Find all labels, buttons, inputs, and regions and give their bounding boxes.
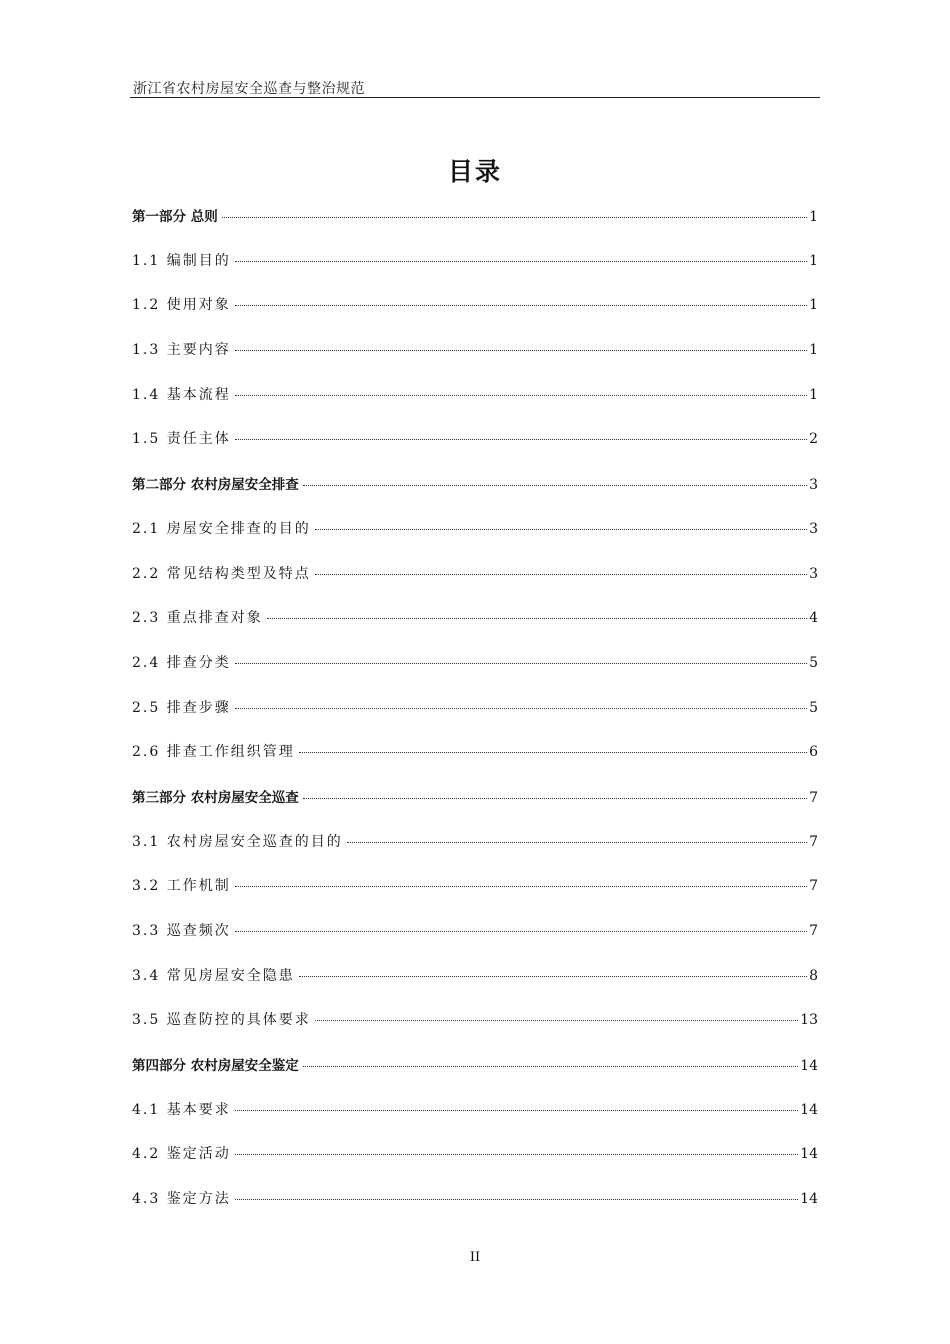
toc-entry-page: 14: [800, 1058, 818, 1075]
toc-entry-label: 3.2 工作机制: [132, 878, 231, 895]
dot-leader: [235, 663, 807, 664]
dot-leader: [303, 1066, 798, 1067]
toc-section-entry[interactable]: [132, 1099, 818, 1144]
toc-entry-label: 第三部分 农村房屋安全巡查: [132, 789, 299, 806]
toc-entry-label: 第四部分 农村房屋安全鉴定: [132, 1058, 299, 1075]
dot-leader: [222, 217, 807, 218]
toc-section-entry[interactable]: [132, 294, 818, 339]
toc-section-entry[interactable]: [132, 1143, 818, 1188]
toc-part-entry[interactable]: [132, 786, 818, 831]
toc-entry-label: 3.3 巡查频次: [132, 923, 231, 939]
dot-leader: [235, 395, 807, 396]
dot-leader: [235, 931, 807, 932]
toc-entry-label: 4.1 基本要求: [132, 1101, 231, 1118]
toc-entry-page: 7: [809, 833, 818, 850]
dot-leader: [299, 752, 807, 753]
toc-section-entry[interactable]: [132, 920, 818, 965]
toc-entry-label: 3.5 巡查防控的具体要求: [132, 1012, 311, 1029]
dot-leader: [235, 350, 807, 351]
toc-entry-label: 3.4 常见房屋安全隐患: [132, 967, 295, 984]
toc-part-entry[interactable]: [132, 473, 818, 518]
toc-section-entry[interactable]: [132, 428, 818, 473]
toc-entry-page: 4: [809, 610, 818, 627]
dot-leader: [299, 976, 807, 977]
toc-section-entry[interactable]: [132, 652, 818, 697]
dot-leader: [235, 708, 807, 709]
dot-leader: [235, 1110, 798, 1111]
toc-entry-label: 4.3 鉴定方法: [132, 1191, 231, 1208]
toc-section-entry[interactable]: [132, 1009, 818, 1054]
toc-entry-label: 第二部分 农村房屋安全排查: [132, 477, 299, 494]
toc-entry-page: 14: [800, 1146, 818, 1163]
toc-entry-page: 1: [809, 342, 818, 359]
toc-entry-page: 5: [809, 699, 818, 716]
toc-entry-page: 6: [809, 744, 818, 761]
dot-leader: [315, 574, 807, 575]
dot-leader: [235, 886, 807, 887]
toc-entry-page: 3: [809, 477, 818, 494]
toc-section-entry[interactable]: [132, 741, 818, 786]
dot-leader: [235, 261, 807, 262]
toc-entry-page: 2: [809, 431, 818, 448]
toc-section-entry[interactable]: [132, 384, 818, 429]
toc-entry-page: 1: [809, 386, 818, 403]
toc-entry-page: 1: [809, 209, 818, 225]
toc-section-entry[interactable]: [132, 697, 818, 742]
toc-entry-label: 2.5 排查步骤: [132, 699, 231, 716]
running-header: 浙江省农村房屋安全巡查与整治规范: [133, 81, 365, 97]
toc-entry-page: 1: [809, 252, 818, 269]
toc-section-entry[interactable]: [132, 1188, 818, 1233]
toc-entry-page: 7: [809, 878, 818, 895]
toc-entry-label: 2.1 房屋安全排查的目的: [132, 520, 311, 537]
dot-leader: [303, 485, 807, 486]
dot-leader: [315, 529, 807, 530]
toc-entry-label: 2.6 排查工作组织管理: [132, 744, 295, 761]
toc-entry-label: 2.3 重点排查对象: [132, 610, 263, 627]
dot-leader: [315, 1020, 798, 1021]
toc-part-entry[interactable]: [132, 1054, 818, 1099]
toc-section-entry[interactable]: [132, 563, 818, 608]
toc-section-entry[interactable]: [132, 965, 818, 1010]
toc-entry-label: 2.4 排查分类: [132, 654, 231, 671]
toc-entry-label: 2.2 常见结构类型及特点: [132, 565, 311, 582]
toc-entry-page: 1: [809, 297, 818, 314]
toc-section-entry[interactable]: [132, 875, 818, 920]
toc-entry-page: 5: [809, 654, 818, 671]
toc-entry-label: 4.2 鉴定活动: [132, 1146, 231, 1163]
toc-entry-label: 第一部分 总则: [132, 209, 218, 225]
footer-page-number: II: [469, 1250, 481, 1265]
dot-leader: [267, 618, 807, 619]
toc-entry-page: 14: [800, 1101, 818, 1118]
toc-entry-page: 8: [809, 967, 818, 984]
toc-entry-page: 7: [809, 923, 818, 939]
toc-entry-label: 1.3 主要内容: [132, 342, 231, 359]
toc-entry-label: 1.2 使用对象: [132, 297, 231, 314]
toc-entry-label: 3.1 农村房屋安全巡查的目的: [132, 833, 343, 850]
toc-section-entry[interactable]: [132, 831, 818, 876]
table-of-contents: [132, 205, 818, 1233]
toc-section-entry[interactable]: [132, 250, 818, 295]
dot-leader: [235, 1199, 798, 1200]
toc-entry-label: 1.5 责任主体: [132, 431, 231, 448]
toc-title: 目录: [447, 157, 502, 186]
toc-section-entry[interactable]: [132, 518, 818, 563]
toc-entry-page: 7: [809, 789, 818, 806]
dot-leader: [235, 439, 807, 440]
dot-leader: [347, 842, 807, 843]
toc-entry-page: 3: [809, 520, 818, 537]
toc-entry-label: 1.4 基本流程: [132, 386, 231, 403]
toc-entry-label: 1.1 编制目的: [132, 252, 231, 269]
toc-part-entry[interactable]: [132, 205, 818, 250]
toc-section-entry[interactable]: [132, 339, 818, 384]
dot-leader: [235, 305, 807, 306]
header-divider: [130, 97, 820, 98]
toc-section-entry[interactable]: [132, 607, 818, 652]
toc-entry-page: 13: [800, 1012, 818, 1029]
toc-entry-page: 3: [809, 565, 818, 582]
dot-leader: [303, 798, 807, 799]
dot-leader: [235, 1154, 798, 1155]
toc-entry-page: 14: [800, 1191, 818, 1208]
